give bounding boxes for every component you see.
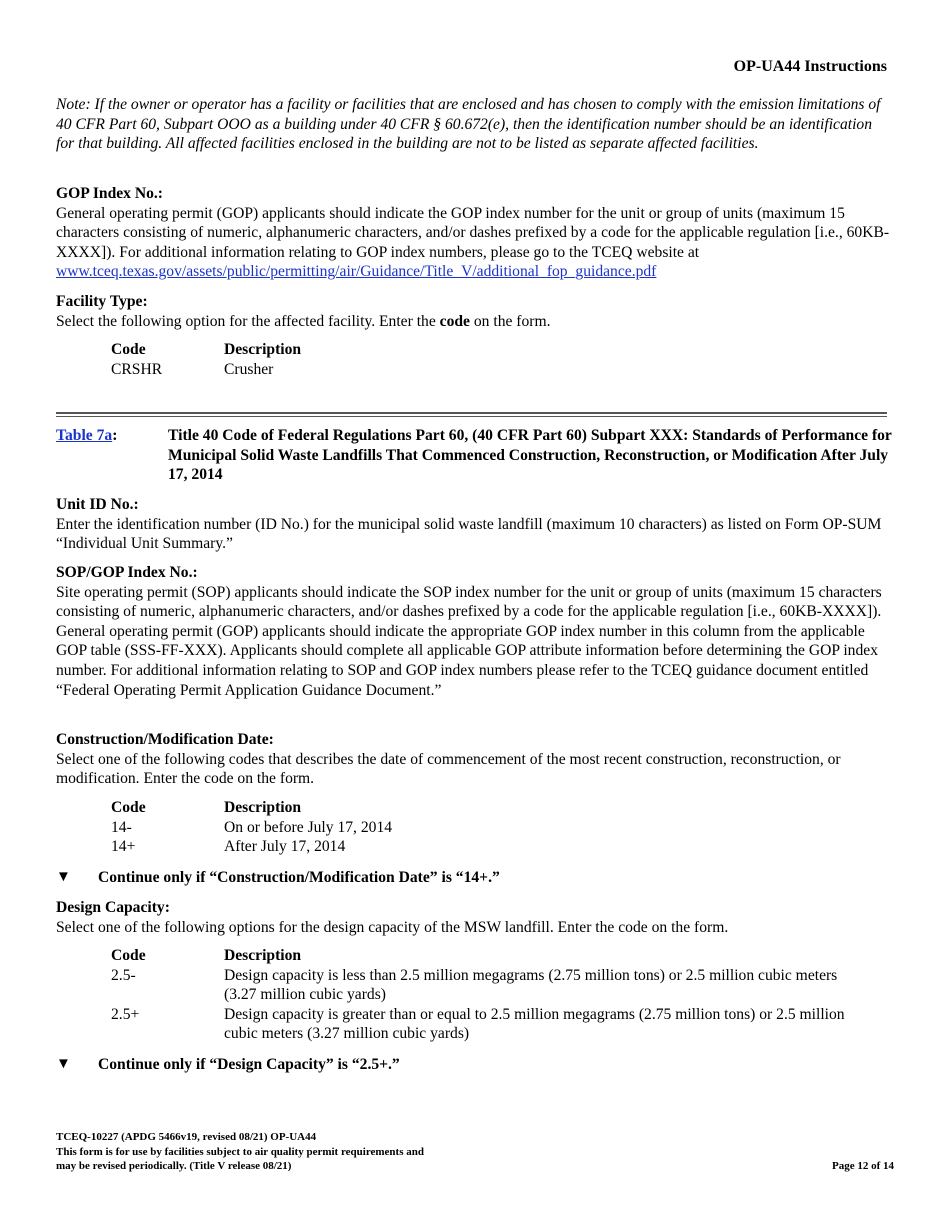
unit-id-heading: Unit ID No.:: [56, 496, 139, 513]
table-7a-heading: Title 40 Code of Federal Regulations Part 60, (40 CFR Part 60) Subpart XXX: Standards of Performance for Municipal Solid Waste Landfills That Commenced Construction, Reconstruction, or Modification After July 17, 2014: [168, 427, 892, 484]
page-header-title: OP-UA44 Instructions: [733, 58, 887, 75]
facility-section: [56, 292, 894, 331]
design-continue-note: ▼ Continue only if “Design Capacity” is “2.5+.”: [56, 1056, 400, 1073]
construction-code-table: [111, 798, 854, 857]
construction-section: [56, 730, 894, 789]
facility-code-table: [111, 340, 854, 379]
design-heading: Design Capacity:: [56, 899, 170, 916]
facility-heading: Facility Type:: [56, 293, 148, 310]
sop-gop-section: [56, 563, 894, 700]
design-code-table: [111, 946, 854, 1044]
design-text: Select one of the following options for the design capacity of the MSW landfill. Enter the code on the form.: [56, 918, 729, 936]
triangle-down-icon: ▼: [56, 869, 71, 885]
triangle-down-icon: ▼: [56, 1056, 71, 1072]
design-section: [56, 898, 894, 937]
table-header: Code Description: [111, 341, 302, 358]
table-header: Code Description: [111, 799, 302, 816]
table-row: CRSHR Crusher: [111, 360, 274, 378]
footer-form-info: TCEQ-10227 (APDG 5466v19, revised 08/21) OP-UA44 This form is for use by facilities subject to air quality permit requirements and may be revised periodically. (Title V release 08/21): [56, 1131, 424, 1172]
facility-text: Select the following option for the affected facility. Enter the code on the form.: [56, 312, 551, 330]
gop-text: [56, 204, 894, 282]
unit-id-text: Enter the identification number (ID No.) for the municipal solid waste landfill (maximum 10 characters) as listed on Form OP-SUM “Individual Unit Summary.”: [56, 515, 882, 553]
construction-heading: Construction/Modification Date:: [56, 731, 274, 748]
note-paragraph: Note: If the owner or operator has a facility or facilities that are enclosed and has chosen to comply with the emission limitations of 40 CFR Part 60, Subpart OOO as a building under 40 CFR § 60.672(e), then the identification number should be an identification for that building. All affected facilities enclosed in the building are not to be listed as separate affected facilities.: [56, 96, 881, 153]
gop-section: [56, 184, 894, 282]
unit-id-section: [56, 495, 894, 554]
table-7a-link[interactable]: Table 7a: [56, 427, 113, 444]
sop-gop-text: Site operating permit (SOP) applicants should indicate the SOP index number for the unit or group of units (maximum 15 characters consisting of numeric, alphanumeric characters, and/or dashes prefixed by a code for the applicable regulation [i.e., 60KB-XXXX]). General operating permit (GOP) applicants should indicate the appropriate GOP index number in this column from the applicable GOP table (SSS-FF-XXX). Applicants should complete all applicable GOP attribute information before determining the GOP index number. For additional information relating to SOP and GOP index numbers please refer to the TCEQ guidance document entitled “Federal Operating Permit Application Guidance Document.”: [56, 583, 882, 699]
gop-body: General operating permit (GOP) applicants should indicate the GOP index number for the unit or group of units (maximum 15 characters consisting of numeric, alphanumeric characters, and/or dashes prefixed by a code for the applicable regulation [i.e., 60KB-XXXX]). For additional information relating to GOP index numbers, please go to the TCEQ website at: [56, 204, 890, 261]
table-row: 2.5+ Design capacity is greater than or equal to 2.5 million megagrams (2.75 million tons) or 2.5 million cubic meters (3.27 million cubic yards): [111, 1005, 845, 1043]
page-number: Page 12 of 14: [831, 1160, 894, 1172]
table-7a-title: Table 7a: Title 40 Code of Federal Regulations Part 60, (40 CFR Part 60) Subpart XXX: Standards of Performance for Municipal Solid Waste Landfills That Commenced Construction, Reconstruction, or Modification After July 17, 2014: [56, 426, 894, 485]
gop-guidance-link[interactable]: www.tceq.texas.gov/assets/public/permitting/air/Guidance/Title_V/additional_fop_guidance.pdf: [56, 263, 657, 281]
gop-heading: GOP Index No.:: [56, 185, 164, 202]
table-row: 14- On or before July 17, 2014: [111, 818, 393, 836]
table-row: 14+ After July 17, 2014: [111, 838, 346, 856]
construction-continue-note: ▼ Continue only if “Construction/Modification Date” is “14+.”: [56, 869, 500, 886]
table-header: Code Description: [111, 947, 302, 964]
construction-text: Select one of the following codes that describes the date of commencement of the most recent construction, reconstruction, or modification. Enter the code on the form.: [56, 750, 841, 788]
sop-gop-heading: SOP/GOP Index No.:: [56, 564, 198, 581]
section-divider: [56, 412, 887, 417]
table-row: 2.5- Design capacity is less than 2.5 million megagrams (2.75 million tons) or 2.5 million cubic meters (3.27 million cubic yards): [111, 966, 838, 1004]
